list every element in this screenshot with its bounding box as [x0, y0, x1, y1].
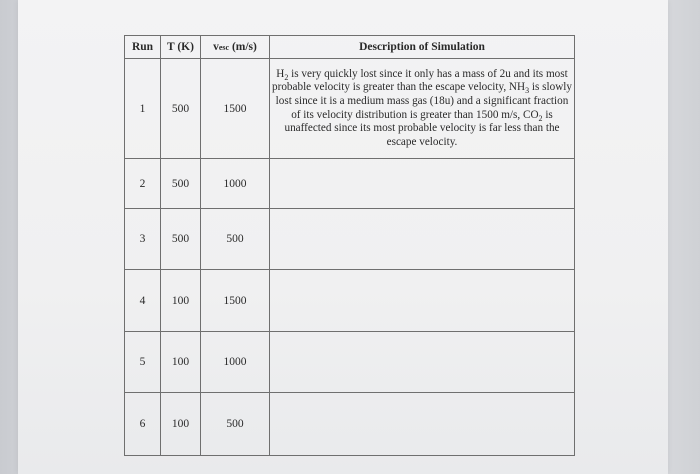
temperature-cell: 500: [161, 159, 201, 209]
description-text-b: is slowly lost since it is a medium mass gas (18u) and a significant fraction of its velocity distribution is greater than 1500 m/s, CO: [275, 81, 572, 121]
escape-velocity-cell: 1000: [201, 159, 270, 209]
simulation-table: [124, 35, 575, 456]
description-cell-empty[interactable]: [270, 209, 575, 270]
temperature-cell: 100: [161, 393, 201, 456]
escape-velocity-cell: 1000: [201, 332, 270, 393]
co2-subscript: 2: [538, 113, 543, 123]
description-header: Description of Simulation: [270, 36, 575, 59]
run-cell: 1: [125, 59, 161, 159]
escape-velocity-cell: 500: [201, 393, 270, 456]
header-row: [125, 36, 575, 59]
vesc-unit: (m/s): [229, 41, 257, 53]
escape-velocity-cell: 1500: [201, 59, 270, 159]
escape-velocity-cell: 1500: [201, 270, 270, 332]
temperature-cell: 100: [161, 332, 201, 393]
table-row: [125, 159, 575, 209]
escape-velocity-header: [201, 36, 270, 59]
vesc-subscript: esc: [218, 43, 230, 52]
temperature-header: T (K): [161, 36, 201, 59]
table-row: [125, 270, 575, 332]
temperature-cell: 100: [161, 270, 201, 332]
h2-symbol: H: [276, 67, 285, 80]
run-cell: 5: [125, 332, 161, 393]
vesc-symbol: v: [213, 41, 219, 53]
run-cell: 4: [125, 270, 161, 332]
run-cell: 2: [125, 159, 161, 209]
table-row: [125, 209, 575, 270]
description-text-c: is unaffected since its most probable velocity is far less than the escape velocity.: [284, 108, 560, 148]
description-text-a: is very quickly lost since it only has a mass of 2u and its most probable velocity is greater than the escape velocity, NH: [272, 67, 568, 94]
table-row: [125, 332, 575, 393]
table-row: [125, 393, 575, 456]
nh3-subscript: 3: [525, 86, 530, 96]
description-cell-empty[interactable]: [270, 159, 575, 209]
table-row: [125, 59, 575, 159]
description-cell-empty[interactable]: [270, 270, 575, 332]
h2-subscript: 2: [284, 72, 289, 82]
run-cell: 3: [125, 209, 161, 270]
description-cell: [270, 59, 575, 159]
run-cell: 6: [125, 393, 161, 456]
run-header: Run: [125, 36, 161, 59]
escape-velocity-cell: 500: [201, 209, 270, 270]
description-cell-empty[interactable]: [270, 393, 575, 456]
temperature-cell: 500: [161, 209, 201, 270]
description-cell-empty[interactable]: [270, 332, 575, 393]
temperature-cell: 500: [161, 59, 201, 159]
